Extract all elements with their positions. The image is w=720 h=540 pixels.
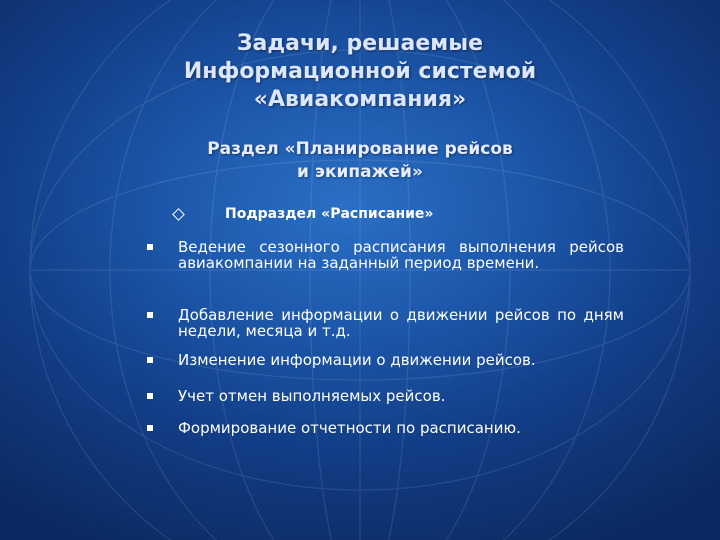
list-item — [178, 307, 624, 339]
list-item — [178, 239, 624, 271]
square-bullet-icon — [147, 244, 153, 250]
list-item-text: Учет отмен выполняемых рейсов. — [178, 387, 446, 405]
list-item — [178, 352, 624, 368]
list-item — [178, 420, 624, 436]
slide-title-line: Задачи, решаемые — [236, 31, 484, 56]
list-item-text: Ведение сезонного расписания выполнения рейсов авиакомпании на заданный период времени. — [178, 238, 624, 272]
subsection-heading — [172, 204, 433, 224]
square-bullet-icon — [147, 393, 153, 399]
square-bullet-icon — [147, 425, 153, 431]
list-item-text: Формирование отчетности по расписанию. — [178, 419, 521, 437]
diamond-bullet-icon — [172, 208, 185, 221]
list-item-text: Изменение информации о движении рейсов. — [178, 351, 536, 369]
square-bullet-icon — [147, 312, 153, 318]
slide-title — [110, 30, 610, 114]
square-bullet-icon — [147, 357, 153, 363]
section-heading — [120, 138, 600, 184]
subsection-label: Подраздел «Расписание» — [225, 206, 434, 222]
list-item-text: Добавление информации о движении рейсов по дням недели, месяца и т.д. — [178, 306, 624, 340]
slide-title-line: Информационной системой — [183, 59, 537, 84]
list-item — [178, 388, 624, 404]
section-heading-line: Раздел «Планирование рейсов — [207, 139, 513, 159]
section-heading-line: и экипажей» — [297, 162, 423, 182]
slide-title-line: «Авиакомпания» — [253, 87, 467, 112]
